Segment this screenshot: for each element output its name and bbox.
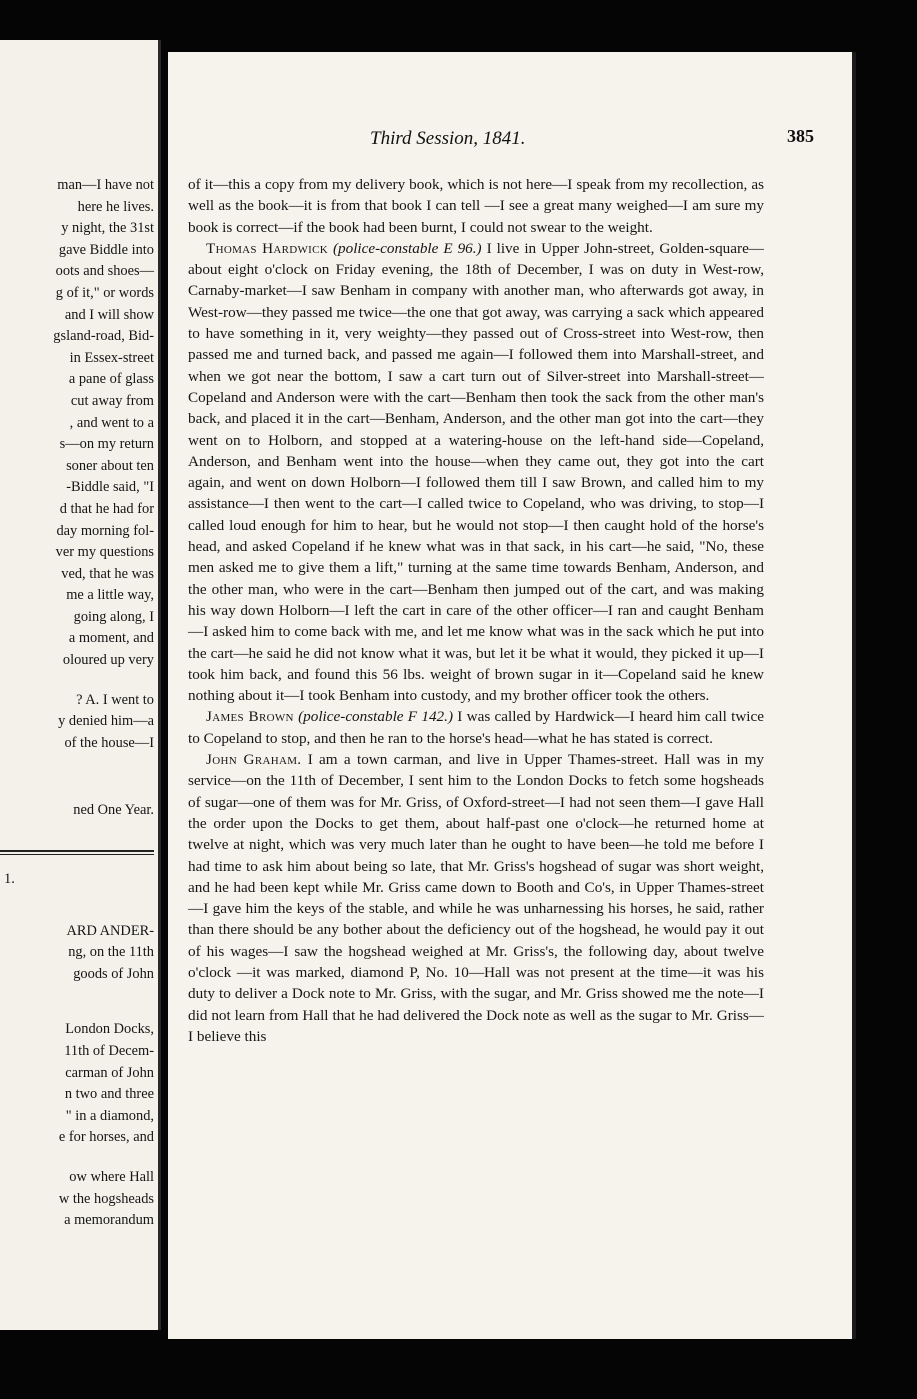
left-text-line: gsland-road, Bid- bbox=[53, 328, 154, 345]
left-lines-case bbox=[0, 921, 154, 986]
left-text-line: w the hogsheads bbox=[58, 1190, 154, 1207]
left-text-line: y night, the 31st bbox=[61, 220, 154, 237]
left-text-line: ow where Hall bbox=[69, 1168, 154, 1185]
left-rule-thin bbox=[0, 854, 154, 855]
left-text-line: -Biddle said, "I bbox=[66, 479, 154, 496]
left-text-line: cut away from bbox=[70, 392, 154, 409]
left-lines-bottom bbox=[0, 1167, 154, 1232]
left-text-line: man—I have not bbox=[57, 177, 154, 193]
left-text-line: ng, on the 11th bbox=[68, 944, 154, 961]
left-text-line: n two and three bbox=[64, 1086, 154, 1103]
page-header bbox=[168, 128, 852, 156]
testimony-hardwick bbox=[188, 238, 764, 707]
left-sentence: ned One Year. bbox=[73, 802, 154, 819]
left-text-line: oots and shoes— bbox=[55, 263, 154, 280]
left-text-line: London Docks, bbox=[65, 1021, 154, 1038]
paragraph-continued: of it—this a copy from my delivery book, which is not here—I speak from my recollection, as well as the book—it is from that book I can tell —I see a great many weighed—I am sure my book is correct—if the book had been burnt, I could not swear to the weight. bbox=[188, 176, 764, 236]
left-lines-mid bbox=[0, 690, 154, 755]
witness-name: John Graham. bbox=[206, 751, 302, 769]
left-text-line: and I will show bbox=[64, 306, 154, 323]
witness-role: (police-constable F 142.) bbox=[298, 708, 454, 726]
left-text-line: a memorandum bbox=[64, 1212, 154, 1229]
left-page bbox=[0, 40, 161, 1330]
testimony-text: I live in Upper John-street, Golden-square—about eight o'clock on Friday evening, the 18th of December, I was on duty in West-row, Carnaby-market—I saw Benham in company with another man, who afterwards got away, in West-row—they passed me twice—the one that got away, was carrying a sack which appeared to have something in it, very weighty—they passed out of Cross-street into West-row, then passed me and turned back, and passed me again—I followed them into Marshall-street, and when we got near the bottom, I saw a cart turn out of Silver-street into Marshall-street—Copeland and Anderson were with the cart—Benham then took the sack from the other man's back, and placed it in the cart—Benham, Anderson, and the other man got into the cart—they went on to Holborn, and stopped at a watering-house on the left-hand side—Copeland, Anderson, and Benham went into the house—when they came out, they got into the cart again, and went on down Holborn—I followed them till I saw Brown, and called him to my assistance—I then went to the cart—I called twice to Copeland, who was driving, to stop—I called loud enough for him to hear, but he would not stop—I then caught hold of the horse's head, and asked Copeland if he knew what was in that sack, in his cart—he said, "No, these men asked me to give them a lift," turning at the same time towards Benham, Anderson, and the other man, who were in the cart—Benham then jumped out of the cart, and was making his way down Holborn—I left the cart in care of the other officer—I ran and caught Benham—I asked him to come back with me, and let me know what was in the sack which he put into the cart—he said he did not know what it was, but let it be what it would, they picked it up—I took him back, and found this 56 lbs. weight of brown sugar in it—Copeland said he knew nothing about it—I took Benham into custody, and my brother officer took the others. bbox=[188, 239, 764, 705]
witness-name: Thomas Hardwick bbox=[206, 239, 328, 257]
left-text-line: s—on my return bbox=[59, 436, 154, 453]
left-text-line: carman of John bbox=[65, 1064, 154, 1081]
left-text-line: me a little way, bbox=[66, 587, 154, 604]
testimony-graham bbox=[188, 749, 764, 1047]
right-page bbox=[168, 52, 852, 1339]
left-text-line: 11th of Decem- bbox=[64, 1043, 154, 1059]
witness-role: (police-constable E 96.) bbox=[332, 239, 482, 257]
left-text-line: of the house—I bbox=[64, 734, 154, 751]
left-text-line: day morning fol- bbox=[56, 522, 154, 539]
testimony-text: I am a town carman, and live in Upper Thames-street. Hall was in my service—on the 11th of December, I sent him to the London Docks to fetch some hogsheads of sugar—one of them was for Mr. Griss, of Oxford-street—I had not seen them—I gave Hall the order upon the Docks to get them, about half-past one o'clock—he returned home at twelve at night, which was very much later than he ought to have been—he told me before I had time to ask him about being so late, that Mr. Griss's hogshead of sugar was short weight, and he had been kept while Mr. Griss came down to Booth and Co's, in Upper Thames-street—I gave him the keys of the stable, and while he was unharnessing his horses, he said, rather than there should be any bother about the deficiency out of the hogshead, he would pay it out of his wages—I saw the hogshead weighed at Mr. Griss's, the following day, about twelve o'clock —it was marked, diamond P, No. 10—Hall was not present at the time—it was his duty to deliver a Dock note to Mr. Griss, with the sugar, and Mr. Griss showed me the note—I did not learn from Hall that he had delivered the Dock note as well as the sugar to Mr. Griss—I believe this bbox=[188, 751, 764, 1045]
left-case-number: 1. bbox=[4, 871, 15, 888]
left-text-line: here he lives. bbox=[77, 198, 154, 215]
left-lines-low bbox=[0, 1019, 154, 1149]
left-rule-thick bbox=[0, 850, 154, 852]
left-text-line: , and went to a bbox=[69, 414, 154, 431]
testimony-text: I was called by Hardwick—I heard him call twice to Copeland to stop, and then he ran to the horse's head—what he has stated is correct. bbox=[188, 708, 765, 747]
left-text-line: e for horses, and bbox=[58, 1129, 154, 1146]
left-text-line: gave Biddle into bbox=[58, 241, 154, 258]
left-text-line: ved, that he was bbox=[61, 565, 154, 582]
page-number: 385 bbox=[787, 126, 814, 146]
left-text-line: oloured up very bbox=[62, 652, 154, 669]
left-text-line: going along, I bbox=[73, 608, 154, 625]
left-text-line: goods of John bbox=[73, 965, 154, 982]
left-text-line: a pane of glass bbox=[68, 371, 154, 388]
running-title: Third Session, 1841. bbox=[370, 128, 526, 149]
left-text-line: " in a diamond, bbox=[65, 1107, 154, 1124]
left-page-column bbox=[0, 175, 154, 1232]
testimony-brown bbox=[188, 706, 764, 749]
left-text-line: in Essex-street bbox=[69, 349, 154, 366]
left-text-line: ver my questions bbox=[55, 544, 154, 561]
left-text-line: ? A. I went to bbox=[76, 691, 154, 708]
left-text-line: g of it," or words bbox=[55, 284, 154, 301]
left-text-line: a moment, and bbox=[68, 630, 154, 647]
left-text-line: soner about ten bbox=[66, 457, 154, 474]
page-body bbox=[188, 174, 764, 1047]
left-text-line: ARD ANDER- bbox=[66, 922, 154, 939]
left-text-line: y denied him—a bbox=[58, 713, 154, 730]
witness-name: James Brown bbox=[206, 708, 294, 726]
left-text-line: d that he had for bbox=[59, 500, 154, 517]
left-lines-top bbox=[0, 175, 154, 672]
